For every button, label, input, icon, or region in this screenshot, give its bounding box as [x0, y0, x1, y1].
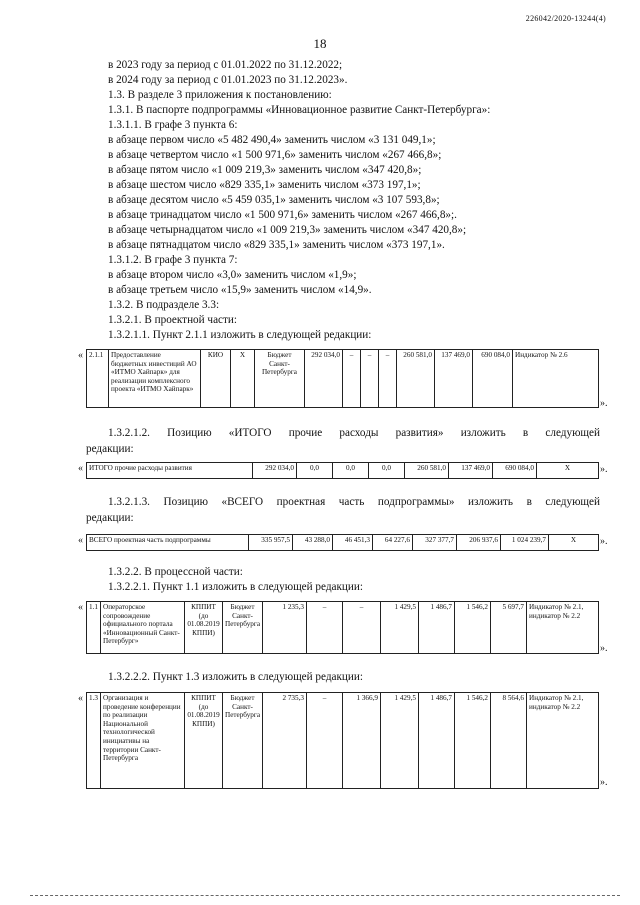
cell: ИТОГО прочие расходы развития — [87, 463, 253, 479]
cell: – — [343, 602, 381, 654]
cell: Х — [231, 350, 255, 408]
text-line: 1.3.2. В подразделе 3.3: — [108, 299, 220, 311]
cell: Операторское сопровождение официального портала «Инновационный Санкт-Петербург» — [101, 602, 185, 654]
page-number: 18 — [313, 36, 327, 51]
text-line: 1.3.1.1. В графе 3 пункта 6: — [108, 119, 238, 131]
cell: КИО — [201, 350, 231, 408]
text-line: в абзаце третьем число «15,9» заменить числом «14,9». — [108, 284, 372, 296]
cell: Бюджет Санкт-Петербурга — [223, 602, 263, 654]
cell: 43 288,0 — [293, 535, 333, 551]
text-line: редакции: — [86, 512, 134, 524]
text-line: 1.3.1.2. В графе 3 пункта 7: — [108, 254, 238, 266]
text-line: в 2023 году за период с 01.01.2022 по 31.12.2022; — [108, 59, 343, 71]
table-item-1-3 — [86, 692, 599, 789]
cell: 64 227,6 — [373, 535, 413, 551]
cell: – — [343, 350, 361, 408]
text-line: в абзаце четырнадцатом число «1 009 219,3» заменить числом «347 420,8»; — [108, 224, 467, 236]
quote-close: ». — [600, 398, 608, 409]
cell: Х — [537, 463, 599, 479]
cell: 260 581,0 — [405, 463, 449, 479]
text-line: 1.3.2.2.2. Пункт 1.3 изложить в следующей редакции: — [108, 671, 364, 683]
cell: КППИТ (до 01.08.2019 КППИ) — [185, 693, 223, 789]
cell: Х — [549, 535, 599, 551]
quote-open: « — [78, 602, 83, 613]
quote-close: ». — [600, 464, 608, 475]
cell: 690 084,0 — [473, 350, 513, 408]
table-itogo — [86, 462, 599, 479]
cell: 1 546,2 — [455, 693, 491, 789]
table-item-2-1-1 — [86, 349, 599, 408]
cell: 0,0 — [369, 463, 405, 479]
cell: 0,0 — [297, 463, 333, 479]
text-line: редакции: — [86, 443, 134, 455]
cell: Бюджет Санкт-Петербурга — [223, 693, 263, 789]
text-line: в абзаце пятнадцатом число «829 335,1» заменить числом «373 197,1». — [108, 239, 445, 251]
quote-open: « — [78, 693, 83, 704]
cell: – — [361, 350, 379, 408]
cell: 137 469,0 — [449, 463, 493, 479]
text-line: в абзаце шестом число «829 335,1» заменить числом «373 197,1»; — [108, 179, 421, 191]
cell: 1 366,9 — [343, 693, 381, 789]
cell: Индикатор № 2.6 — [513, 350, 599, 408]
document-number: 226042/2020-13244(4) — [525, 14, 606, 23]
text-line: 1.3.2.1. В проектной части: — [108, 314, 237, 326]
cell: 1 235,3 — [263, 602, 307, 654]
text-line: в абзаце четвертом число «1 500 971,6» заменить числом «267 466,8»; — [108, 149, 442, 161]
cell: Бюджет Санкт-Петербурга — [255, 350, 305, 408]
text-line: 1.3.2.1.2. Позицию «ИТОГО прочие расходы развития» изложить в следующей — [108, 427, 600, 439]
cell: 2.1.1 — [87, 350, 109, 408]
cell: Индикатор № 2.1, индикатор № 2.2 — [527, 693, 599, 789]
text-line: в абзаце первом число «5 482 490,4» заменить числом «3 131 049,1»; — [108, 134, 436, 146]
text-line: в 2024 году за период с 01.01.2023 по 31.12.2023». — [108, 74, 348, 86]
text-line: в абзаце десятом число «5 459 035,1» заменить числом «3 107 593,8»; — [108, 194, 440, 206]
text-line: 1.3. В разделе 3 приложения к постановлению: — [108, 89, 332, 101]
text-line: в абзаце тринадцатом число «1 500 971,6» заменить числом «267 466,8»;. — [108, 209, 457, 221]
cell: 335 957,5 — [249, 535, 293, 551]
cell: 0,0 — [333, 463, 369, 479]
quote-close: ». — [600, 777, 608, 788]
text-line: в абзаце втором число «3,0» заменить числом «1,9»; — [108, 269, 357, 281]
quote-close: ». — [600, 536, 608, 547]
text-line: в абзаце пятом число «1 009 219,3» заменить числом «347 420,8»; — [108, 164, 422, 176]
table-vsego — [86, 534, 599, 551]
cell: 8 564,6 — [491, 693, 527, 789]
text-line: 1.3.2.2.1. Пункт 1.1 изложить в следующей редакции: — [108, 581, 364, 593]
quote-open: « — [78, 350, 83, 361]
text-line: 1.3.1. В паспорте подпрограммы «Инновационное развитие Санкт-Петербурга»: — [108, 104, 491, 116]
cell: 46 451,3 — [333, 535, 373, 551]
cell: 327 377,7 — [413, 535, 457, 551]
quote-open: « — [78, 463, 83, 474]
cell: Организация и проведение конференции по реализации Национальной технологической инициативы на территории Санкт-Петербурга — [101, 693, 185, 789]
cell: 1 024 239,7 — [501, 535, 549, 551]
text-line: 1.3.2.2. В процессной части: — [108, 566, 243, 578]
cell: 1 429,5 — [381, 693, 419, 789]
cell: Индикатор № 2.1, индикатор № 2.2 — [527, 602, 599, 654]
cell: 1 486,7 — [419, 602, 455, 654]
cell: 206 937,6 — [457, 535, 501, 551]
cell: 1.1 — [87, 602, 101, 654]
cell: – — [307, 602, 343, 654]
scan-edge-line — [30, 895, 620, 896]
table-item-1-1 — [86, 601, 599, 654]
cell: – — [379, 350, 397, 408]
cell: – — [307, 693, 343, 789]
text-line: 1.3.2.1.1. Пункт 2.1.1 изложить в следующей редакции: — [108, 329, 372, 341]
cell: 137 469,0 — [435, 350, 473, 408]
quote-close: ». — [600, 643, 608, 654]
cell: 292 034,0 — [305, 350, 343, 408]
text-line: 1.3.2.1.3. Позицию «ВСЕГО проектная часть подпрограммы» изложить в следующей — [108, 496, 600, 508]
cell: 1.3 — [87, 693, 101, 789]
cell: ВСЕГО проектная часть подпрограммы — [87, 535, 249, 551]
cell: 2 735,3 — [263, 693, 307, 789]
cell: 690 084,0 — [493, 463, 537, 479]
quote-open: « — [78, 535, 83, 546]
cell: 292 034,0 — [253, 463, 297, 479]
cell: КППИТ (до 01.08.2019 КППИ) — [185, 602, 223, 654]
cell: Предоставление бюджетных инвестиций АО «ИТМО Хайпарк» для реализации комплексного проекта «ИТМО Хайпарк» — [109, 350, 201, 408]
cell: 260 581,0 — [397, 350, 435, 408]
cell: 1 429,5 — [381, 602, 419, 654]
cell: 1 546,2 — [455, 602, 491, 654]
cell: 5 697,7 — [491, 602, 527, 654]
cell: 1 486,7 — [419, 693, 455, 789]
